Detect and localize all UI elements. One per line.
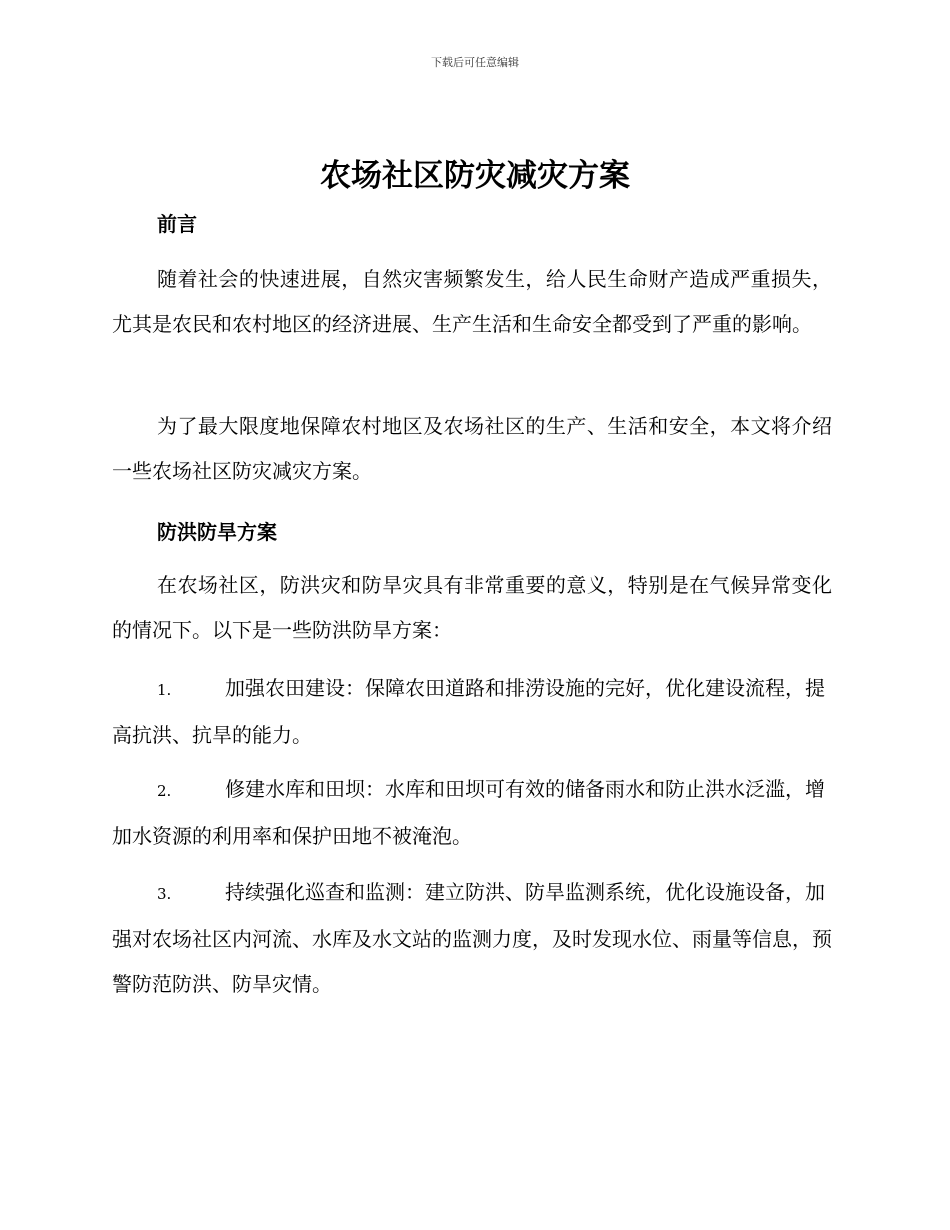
paragraph: 在农场社区，防洪灾和防旱灾具有非常重要的意义，特别是在气候异常变化的情况下。以下是一些防洪防旱方案： <box>112 573 832 642</box>
list-item-number: 3. <box>157 885 172 903</box>
paragraph: 为了最大限度地保障农村地区及农场社区的生产、生活和安全，本文将介绍一些农场社区防灾减灾方案。 <box>112 414 832 483</box>
list-item-number: 2. <box>157 782 172 800</box>
list-item <box>112 870 832 1007</box>
list-item <box>112 767 832 859</box>
list-item-text: 修建水库和田坝：水库和田坝可有效的储备雨水和防止洪水泛滥，增加水资源的利用率和保护田地不被淹泡。 <box>112 777 825 848</box>
page-header-note: 下载后可任意编辑 <box>431 56 519 69</box>
section-heading-preface: 前言 <box>157 212 197 236</box>
paragraph: 随着社会的快速进展，自然灾害频繁发生，给人民生命财产造成严重损失，尤其是农民和农村地区的经济进展、生产生活和生命安全都受到了严重的影响。 <box>112 267 832 336</box>
list-item <box>112 666 832 758</box>
list-item-text: 加强农田建设：保障农田道路和排涝设施的完好，优化建设流程，提高抗洪、抗旱的能力。 <box>112 676 825 747</box>
list-item-number: 1. <box>157 681 172 699</box>
section-heading-flood-drought: 防洪防旱方案 <box>157 520 277 544</box>
list-item-text: 持续强化巡查和监测：建立防洪、防旱监测系统，优化设施设备，加强对农场社区内河流、水库及水文站的监测力度，及时发现水位、雨量等信息，预警防范防洪、防旱灾情。 <box>112 880 832 996</box>
document-title: 农场社区防灾减灾方案 <box>320 158 630 194</box>
